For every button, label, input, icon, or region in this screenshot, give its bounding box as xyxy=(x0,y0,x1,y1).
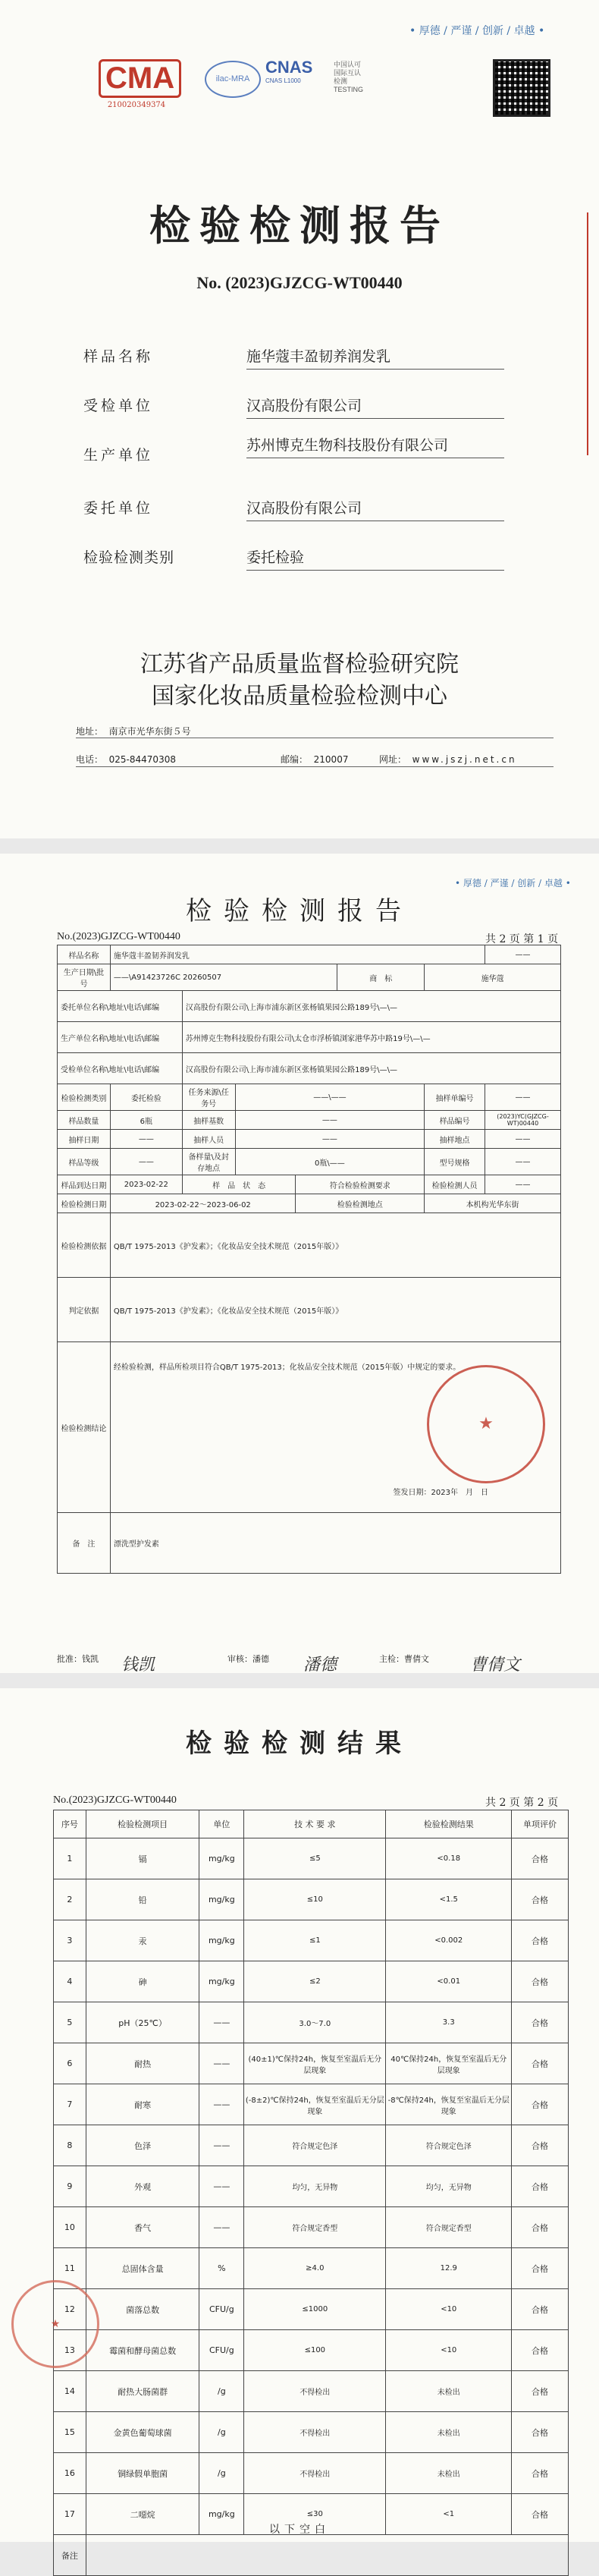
cell-result: 均匀，无异物 xyxy=(386,2166,512,2207)
cell-unit: —— xyxy=(199,2207,244,2248)
table-row xyxy=(54,2330,569,2371)
side-seal: ★ xyxy=(11,2280,99,2368)
cell-no: 17 xyxy=(54,2494,86,2535)
cnas-logo: CNAS CNAS L1000 xyxy=(265,58,326,84)
cell-req: ≤100 xyxy=(244,2330,386,2371)
cell-eval: 合格 xyxy=(512,2453,569,2494)
cell-req: 均匀，无异物 xyxy=(244,2166,386,2207)
cell-no: 15 xyxy=(54,2412,86,2453)
cell-no: 14 xyxy=(54,2371,86,2412)
cell-result: 3.3 xyxy=(386,2002,512,2043)
page-title: 检验检测结果 xyxy=(186,1728,413,1759)
cell-item: 外观 xyxy=(86,2166,199,2207)
cell-eval: 合格 xyxy=(512,2330,569,2371)
end-text: 以下空白 xyxy=(269,2524,330,2536)
cell-eval: 合格 xyxy=(512,2084,569,2125)
cell-no: 12 xyxy=(54,2289,86,2330)
cell-result: 未检出 xyxy=(386,2453,512,2494)
cell-req: (-8±2)℃保持24h，恢复至室温后无分层现象 xyxy=(244,2084,386,2125)
cell-unit: mg/kg xyxy=(199,1961,244,2002)
cell-unit: —— xyxy=(199,2043,244,2084)
table-row xyxy=(54,1879,569,1920)
approver-label: 批准：钱凯 xyxy=(57,1654,99,1664)
cell-no: 7 xyxy=(54,2084,86,2125)
cell-result: <0.002 xyxy=(386,1920,512,1961)
cell-no: 10 xyxy=(54,2207,86,2248)
cell-unit: CFU/g xyxy=(199,2330,244,2371)
institute-name: 江苏省产品质量监督检验研究院 xyxy=(140,651,459,678)
table-row xyxy=(54,1920,569,1961)
cnas-text: 中国认可 国际互认 检测 TESTING xyxy=(334,61,364,93)
cell-unit: /g xyxy=(199,2453,244,2494)
cell-unit: mg/kg xyxy=(199,1879,244,1920)
cell-result: 未检出 xyxy=(386,2412,512,2453)
report-table: 样品名称 施华蔻丰盈韧养润发乳 —— 生产日期\批号 ——\A91423726C 20260507 商 标 施华蔻 委托单位名称\地址\电话\邮编 汉高股份有限公司\上海市浦东新区张杨镇果园公路189号\—\— 生产单位名称\地址\电话\邮编 苏州博克生物科技股份有限公司\太仓市浮桥镇浏家港华苏中路19号\—\— 受检单位名称\地址\电话\邮编 汉高股份有限公司\上海市浦东新区张杨镇果园公路189号\—\— 检验检测类别 委托检验 任务来源\任务号 ——\—— 抽样单编号 —— 样品数量 6瓶 抽样基数 —— 样品编号 (2023)YC(GJZCG-WT)00440 抽样日期 —— 抽样人员 —— 抽样地点 —— 样品等级 —— 备样量\及封存地点 0瓶\—— 型号规格 —— 样品到达日期 2023-02-22 样 品 状 态 符合检验检测要求 检验检测人员 —— 检验检测日期 2023-02-22～2023-06-02 检验检测地点 本机构光华东街 检验检测依据 QB/T 1975-2013《护发素》；《化妆品安全技术规范（2015年版）》 判定依据 QB/T 1975-2013《护发素》；《化妆品安全技术规范（2015年版）》 检验检测结论 经检验检测，样品所检项目符合QB/T 1975-2013；化妆品安全技术规范（2015年版）中规定的要求。 签发日期：2023年 月 日 ★ 备 注 漂洗型护发素 xyxy=(57,945,561,1574)
cell-no: 11 xyxy=(54,2248,86,2289)
cell-eval: 合格 xyxy=(512,2125,569,2166)
website: 网址： www.jszj.net.cn xyxy=(379,754,517,765)
page-number: 共 2 页 第 2 页 xyxy=(485,1797,559,1809)
divider xyxy=(76,766,554,767)
cell-eval: 合格 xyxy=(512,1920,569,1961)
cell-unit: CFU/g xyxy=(199,2289,244,2330)
cell-no: 4 xyxy=(54,1961,86,2002)
cell-unit: —— xyxy=(199,2002,244,2043)
cell-req: ≤10 xyxy=(244,1879,386,1920)
page-title: 检验检测报告 xyxy=(186,896,413,926)
address: 地址： 南京市光华东街５号 xyxy=(76,726,191,737)
sign-date: 签发日期：2023年 月 日 xyxy=(393,1489,488,1497)
cnas-number: CNAS L1000 xyxy=(265,77,301,84)
cell-unit: /g xyxy=(199,2371,244,2412)
field-client: 委托单位 汉高股份有限公司 xyxy=(83,497,508,517)
cell-unit: /g xyxy=(199,2412,244,2453)
table-row xyxy=(54,2412,569,2453)
report-page xyxy=(0,854,599,1673)
cell-no: 16 xyxy=(54,2453,86,2494)
report-number: No.(2023)GJZCG-WT00440 xyxy=(57,931,180,942)
cell-unit: mg/kg xyxy=(199,2494,244,2535)
cell-req: ≤30 xyxy=(244,2494,386,2535)
cell-eval: 合格 xyxy=(512,2002,569,2043)
cell-item: 二噁烷 xyxy=(86,2494,199,2535)
cell-result: 40℃保持24h，恢复至室温后无分层现象 xyxy=(386,2043,512,2084)
cell-item: 色泽 xyxy=(86,2125,199,2166)
cell-item: 耐热 xyxy=(86,2043,199,2084)
report-number: No.(2023)GJZCG-WT00440 xyxy=(53,1794,177,1806)
center-name: 国家化妆品质量检验检测中心 xyxy=(152,683,447,709)
cell-no: 2 xyxy=(54,1879,86,1920)
cell-req: ≤1 xyxy=(244,1920,386,1961)
cell-item: 菌落总数 xyxy=(86,2289,199,2330)
cell-req: 符合规定色泽 xyxy=(244,2125,386,2166)
table-row xyxy=(54,2453,569,2494)
cell-req: 不得检出 xyxy=(244,2453,386,2494)
cell-result: <0.18 xyxy=(386,1838,512,1879)
signature-reviewer: 潘德 xyxy=(303,1656,337,1675)
phone: 电话： 025-84470308 xyxy=(76,754,176,765)
cell-item: 镉 xyxy=(86,1838,199,1879)
cell-unit: —— xyxy=(199,2125,244,2166)
cell-unit: —— xyxy=(199,2166,244,2207)
slogan: • 厚德 / 严谨 / 创新 / 卓越 • xyxy=(409,25,545,37)
table-row xyxy=(54,2166,569,2207)
cell-result: <10 xyxy=(386,2330,512,2371)
cell-unit: % xyxy=(199,2248,244,2289)
ilac-mra-logo: ilac-MRA xyxy=(205,61,261,98)
cell-eval: 合格 xyxy=(512,2043,569,2084)
table-row xyxy=(54,2248,569,2289)
cma-logo: CMA 210020349374 xyxy=(99,59,174,109)
cell-req: 不得检出 xyxy=(244,2412,386,2453)
table-row xyxy=(54,2043,569,2084)
table-row xyxy=(54,2207,569,2248)
cell-eval: 合格 xyxy=(512,2494,569,2535)
cell-item: 金黄色葡萄球菌 xyxy=(86,2412,199,2453)
table-row xyxy=(54,2125,569,2166)
cell-item: 耐寒 xyxy=(86,2084,199,2125)
cell-eval: 合格 xyxy=(512,2371,569,2412)
cell-result: 12.9 xyxy=(386,2248,512,2289)
table-row xyxy=(54,2289,569,2330)
cell-eval: 合格 xyxy=(512,2207,569,2248)
cell-eval: 合格 xyxy=(512,1961,569,2002)
editor-label: 主检：曹倩文 xyxy=(379,1654,429,1664)
cell-eval: 合格 xyxy=(512,1879,569,1920)
table-header-row: 序号 检验检测项目 单位 技 术 要 求 检验检测结果 单项评价 xyxy=(54,1810,569,1838)
cover-page xyxy=(0,0,599,838)
report-number: No. (2023)GJZCG-WT00440 xyxy=(196,273,403,292)
table-row xyxy=(54,1838,569,1879)
cell-no: 6 xyxy=(54,2043,86,2084)
cell-req: ≤1000 xyxy=(244,2289,386,2330)
cell-item: 霉菌和酵母菌总数 xyxy=(86,2330,199,2371)
cell-result: 符合规定香型 xyxy=(386,2207,512,2248)
cell-unit: —— xyxy=(199,2084,244,2125)
cell-item: 砷 xyxy=(86,1961,199,2002)
table-row xyxy=(54,2002,569,2043)
signature-approver: 钱凯 xyxy=(121,1656,155,1675)
cell-no: 13 xyxy=(54,2330,86,2371)
table-row xyxy=(54,1961,569,2002)
page-title: 检验检测报告 xyxy=(149,201,450,250)
results-page xyxy=(0,1688,599,2561)
reviewer-label: 审核：潘德 xyxy=(227,1654,269,1664)
cell-req: ≥4.0 xyxy=(244,2248,386,2289)
cell-no: 3 xyxy=(54,1920,86,1961)
cell-eval: 合格 xyxy=(512,1838,569,1879)
cell-result: <0.01 xyxy=(386,1961,512,2002)
cell-req: 符合规定香型 xyxy=(244,2207,386,2248)
cell-eval: 合格 xyxy=(512,2412,569,2453)
qr-code[interactable] xyxy=(493,59,550,117)
table-row xyxy=(54,2084,569,2125)
field-category: 检验检测类别 委托检验 xyxy=(83,546,508,567)
cell-no: 9 xyxy=(54,2166,86,2207)
remark-row: 备注 xyxy=(54,2535,569,2576)
cell-req: ≤5 xyxy=(244,1838,386,1879)
cell-unit: mg/kg xyxy=(199,1920,244,1961)
cell-item: 汞 xyxy=(86,1920,199,1961)
cell-item: 香气 xyxy=(86,2207,199,2248)
cell-result: <1.5 xyxy=(386,1879,512,1920)
slogan: • 厚德 / 严谨 / 创新 / 卓越 • xyxy=(455,878,571,889)
cell-req: (40±1)℃保持24h，恢复至室温后无分层现象 xyxy=(244,2043,386,2084)
cell-item: pH（25℃） xyxy=(86,2002,199,2043)
page-number: 共 2 页 第 1 页 xyxy=(485,933,559,945)
official-seal: ★ xyxy=(427,1365,545,1483)
cell-unit: mg/kg xyxy=(199,1838,244,1879)
cma-number: 210020349374 xyxy=(107,101,166,109)
cell-result: 符合规定色泽 xyxy=(386,2125,512,2166)
cell-result: <1 xyxy=(386,2494,512,2535)
cell-no: 5 xyxy=(54,2002,86,2043)
cell-req: ≤2 xyxy=(244,1961,386,2002)
table-row xyxy=(54,2371,569,2412)
cell-eval: 合格 xyxy=(512,2289,569,2330)
cell-item: 总固体含量 xyxy=(86,2248,199,2289)
cell-result: <10 xyxy=(386,2289,512,2330)
cell-item: 铜绿假单胞菌 xyxy=(86,2453,199,2494)
conclusion-text: 经检验检测，样品所检项目符合QB/T 1975-2013；化妆品安全技术规范（2015年版）中规定的要求。 xyxy=(113,1363,461,1372)
cell-eval: 合格 xyxy=(512,2166,569,2207)
cell-result: 未检出 xyxy=(386,2371,512,2412)
results-table xyxy=(53,1810,569,2576)
field-producer: 生产单位 苏州博克生物科技股份有限公司 xyxy=(83,436,508,457)
cell-item: 耐热大肠菌群 xyxy=(86,2371,199,2412)
cell-no: 8 xyxy=(54,2125,86,2166)
field-inspected-unit: 受检单位 汉高股份有限公司 xyxy=(83,395,508,415)
cell-req: 不得检出 xyxy=(244,2371,386,2412)
cell-eval: 合格 xyxy=(512,2248,569,2289)
signature-editor: 曹倩文 xyxy=(470,1656,521,1675)
cell-item: 铅 xyxy=(86,1879,199,1920)
cell-no: 1 xyxy=(54,1838,86,1879)
field-sample-name: 样品名称 施华蔻丰盈韧养润发乳 xyxy=(83,345,508,366)
cell-result: -8℃保持24h，恢复至室温后无分层现象 xyxy=(386,2084,512,2125)
cell-req: 3.0～7.0 xyxy=(244,2002,386,2043)
postcode: 邮编： 210007 xyxy=(281,754,349,765)
